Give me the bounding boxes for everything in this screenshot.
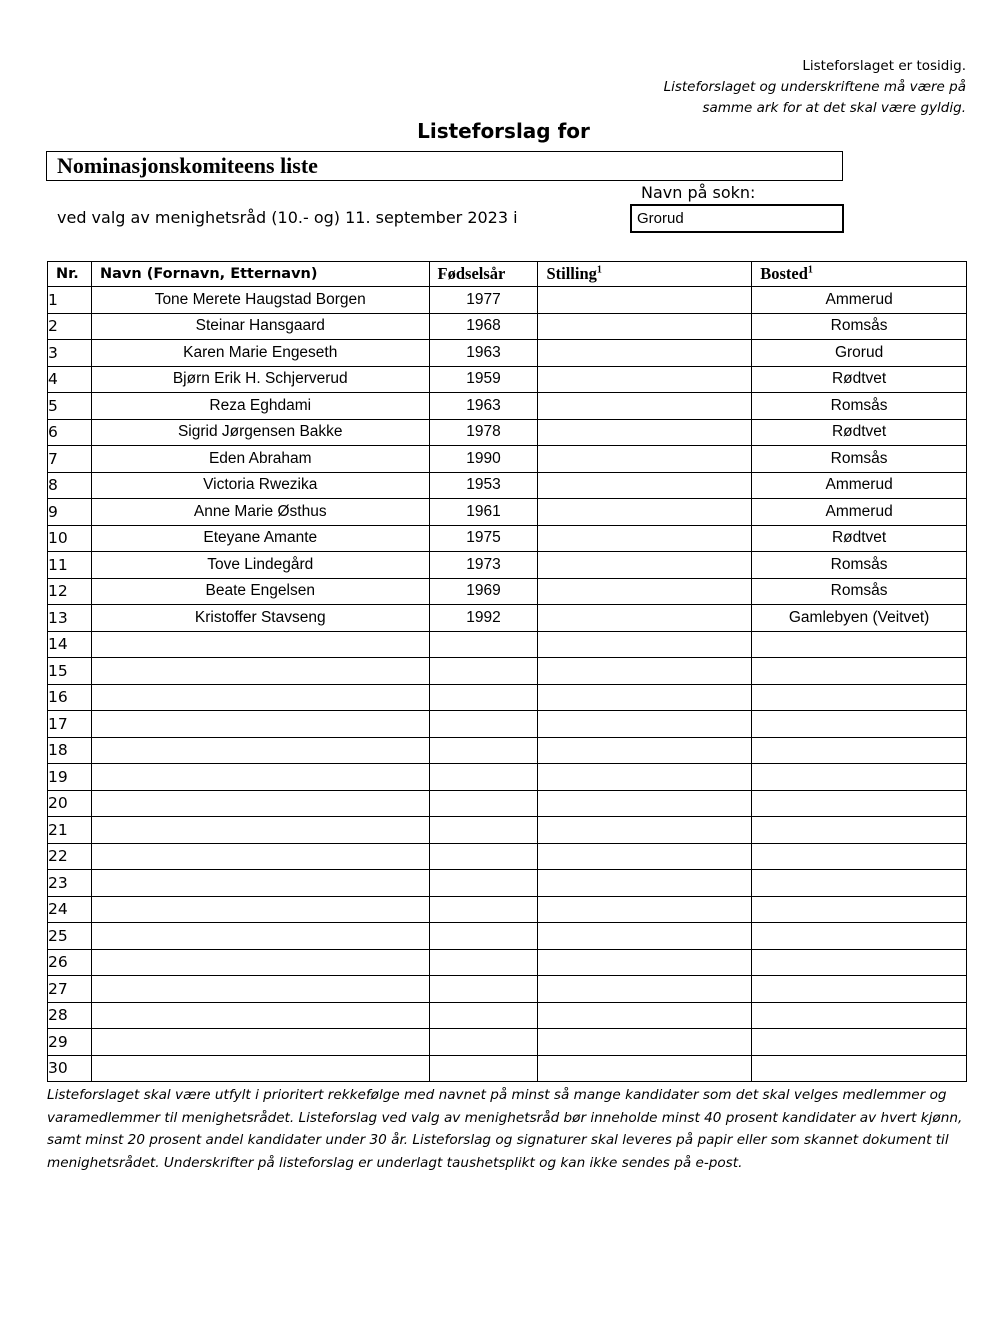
footnote-mark: 1 [807, 264, 813, 276]
cell-nr[interactable]: 17 [48, 711, 92, 738]
table-row [48, 287, 967, 314]
cell-nr[interactable]: 19 [48, 764, 92, 791]
cell-birth-year[interactable] [429, 1002, 538, 1029]
cell-residence[interactable] [752, 790, 967, 817]
cell-birth-year[interactable]: 1992 [429, 605, 538, 632]
cell-nr[interactable]: 28 [48, 1002, 92, 1029]
cell-name[interactable]: Bjørn Erik H. Schjerverud [91, 366, 429, 393]
cell-occupation[interactable] [538, 631, 752, 658]
cell-residence[interactable] [752, 896, 967, 923]
cell-residence[interactable]: Romsås [752, 313, 967, 340]
validity-note-line: samme ark for at det skal være gyldig. [702, 100, 966, 116]
cell-residence[interactable] [752, 684, 967, 711]
cell-nr[interactable]: 11 [48, 552, 92, 579]
cell-residence[interactable]: Gamlebyen (Veitvet) [752, 605, 967, 632]
validity-note-line: Listeforslaget og underskriftene må være på [663, 79, 966, 95]
cell-nr[interactable]: 14 [48, 631, 92, 658]
header-birth-year: Fødselsår [429, 262, 538, 287]
table-row [48, 393, 967, 420]
table-row [48, 631, 967, 658]
cell-nr[interactable]: 4 [48, 366, 92, 393]
table-row [48, 949, 967, 976]
cell-occupation[interactable] [538, 605, 752, 632]
table-row [48, 499, 967, 526]
table-row [48, 605, 967, 632]
cell-birth-year[interactable]: 1963 [429, 393, 538, 420]
cell-name[interactable] [91, 684, 429, 711]
cell-residence[interactable]: Rødtvet [752, 419, 967, 446]
table-row [48, 790, 967, 817]
cell-nr[interactable]: 10 [48, 525, 92, 552]
cell-occupation[interactable] [538, 1029, 752, 1056]
cell-occupation[interactable] [538, 552, 752, 579]
cell-occupation[interactable] [538, 737, 752, 764]
cell-name[interactable] [91, 949, 429, 976]
table-row [48, 737, 967, 764]
cell-residence[interactable]: Romsås [752, 446, 967, 473]
cell-occupation[interactable] [538, 817, 752, 844]
cell-residence[interactable] [752, 1029, 967, 1056]
cell-residence[interactable] [752, 843, 967, 870]
cell-name[interactable] [91, 631, 429, 658]
cell-occupation[interactable] [538, 764, 752, 791]
cell-birth-year[interactable] [429, 976, 538, 1003]
cell-name[interactable] [91, 737, 429, 764]
election-description: ved valg av menighetsråd (10.- og) 11. september 2023 i [57, 208, 518, 227]
table-row [48, 313, 967, 340]
cell-name[interactable] [91, 790, 429, 817]
cell-birth-year[interactable]: 1963 [429, 340, 538, 367]
cell-nr[interactable]: 23 [48, 870, 92, 897]
header-occupation [538, 262, 752, 287]
cell-name[interactable]: Eden Abraham [91, 446, 429, 473]
cell-name[interactable]: Tone Merete Haugstad Borgen [91, 287, 429, 314]
cell-occupation[interactable] [538, 870, 752, 897]
cell-birth-year[interactable]: 1953 [429, 472, 538, 499]
cell-name[interactable] [91, 764, 429, 791]
cell-occupation[interactable] [538, 684, 752, 711]
cell-occupation[interactable] [538, 472, 752, 499]
cell-occupation[interactable] [538, 1055, 752, 1082]
cell-occupation[interactable] [538, 419, 752, 446]
cell-nr[interactable]: 30 [48, 1055, 92, 1082]
cell-residence[interactable] [752, 976, 967, 1003]
table-row [48, 1055, 967, 1082]
cell-birth-year[interactable] [429, 949, 538, 976]
table-header-row [48, 262, 967, 287]
cell-name[interactable] [91, 923, 429, 950]
header-residence-label: Bosted [760, 264, 808, 283]
list-name-field[interactable] [46, 151, 843, 181]
page-title: Listeforslag for [417, 119, 590, 143]
cell-birth-year[interactable] [429, 764, 538, 791]
cell-birth-year[interactable] [429, 896, 538, 923]
cell-name[interactable]: Sigrid Jørgensen Bakke [91, 419, 429, 446]
instructions-note: Listeforslaget skal være utfylt i prioritert rekkefølge med navnet på minst så mange kandidater som det skal velges medlemmer og varamedlemmer til menighetsrådet. Listeforslag ved valg av menighetsråd bør inneholde minst 40 prosent kandidater av hvert kjønn, samt minst 20 prosent andel kandidater under 30 år. Listeforslag og signaturer skal leveres på papir eller som skannet dokument til menighetsrådet. Underskrifter på listeforslag er underlagt taushetsplikt og kan ikke sendes på e-post. [47, 1087, 963, 1171]
cell-birth-year[interactable]: 1975 [429, 525, 538, 552]
cell-nr[interactable]: 9 [48, 499, 92, 526]
list-name-value: Nominasjonskomiteens liste [57, 153, 318, 178]
cell-name[interactable] [91, 1055, 429, 1082]
double-sided-note [664, 56, 966, 119]
cell-name[interactable] [91, 1002, 429, 1029]
cell-birth-year[interactable] [429, 684, 538, 711]
cell-residence[interactable] [752, 711, 967, 738]
cell-name[interactable]: Kristoffer Stavseng [91, 605, 429, 632]
cell-residence[interactable] [752, 631, 967, 658]
table-row [48, 578, 967, 605]
table-row [48, 684, 967, 711]
cell-birth-year[interactable] [429, 843, 538, 870]
cell-birth-year[interactable] [429, 817, 538, 844]
cell-occupation[interactable] [538, 499, 752, 526]
cell-nr[interactable]: 13 [48, 605, 92, 632]
cell-residence[interactable] [752, 949, 967, 976]
cell-residence[interactable] [752, 1002, 967, 1029]
cell-name[interactable] [91, 658, 429, 685]
cell-name[interactable]: Anne Marie Østhus [91, 499, 429, 526]
cell-occupation[interactable] [538, 923, 752, 950]
cell-residence[interactable] [752, 658, 967, 685]
table-row [48, 976, 967, 1003]
table-row [48, 923, 967, 950]
cell-nr[interactable]: 3 [48, 340, 92, 367]
candidate-table [47, 261, 967, 1082]
cell-nr[interactable]: 7 [48, 446, 92, 473]
table-row [48, 472, 967, 499]
parish-label: Navn på sokn: [641, 183, 756, 202]
cell-residence[interactable] [752, 737, 967, 764]
cell-occupation[interactable] [538, 446, 752, 473]
table-row [48, 1002, 967, 1029]
table-row [48, 711, 967, 738]
cell-birth-year[interactable] [429, 870, 538, 897]
cell-nr[interactable]: 20 [48, 790, 92, 817]
cell-birth-year[interactable]: 1977 [429, 287, 538, 314]
cell-name[interactable] [91, 870, 429, 897]
cell-occupation[interactable] [538, 896, 752, 923]
cell-residence[interactable]: Romsås [752, 552, 967, 579]
cell-nr[interactable]: 22 [48, 843, 92, 870]
cell-name[interactable]: Victoria Rwezika [91, 472, 429, 499]
cell-nr[interactable]: 18 [48, 737, 92, 764]
cell-residence[interactable]: Ammerud [752, 472, 967, 499]
cell-birth-year[interactable] [429, 1055, 538, 1082]
cell-name[interactable]: Steinar Hansgaard [91, 313, 429, 340]
cell-birth-year[interactable]: 1990 [429, 446, 538, 473]
cell-name[interactable] [91, 817, 429, 844]
cell-nr[interactable]: 12 [48, 578, 92, 605]
cell-nr[interactable]: 1 [48, 287, 92, 314]
cell-name[interactable]: Reza Eghdami [91, 393, 429, 420]
cell-birth-year[interactable] [429, 737, 538, 764]
cell-nr[interactable]: 2 [48, 313, 92, 340]
cell-occupation[interactable] [538, 843, 752, 870]
table-row [48, 870, 967, 897]
header-name: Navn (Fornavn, Etternavn) [91, 262, 429, 287]
cell-residence[interactable]: Ammerud [752, 499, 967, 526]
cell-name[interactable]: Beate Engelsen [91, 578, 429, 605]
cell-birth-year[interactable]: 1978 [429, 419, 538, 446]
cell-occupation[interactable] [538, 578, 752, 605]
cell-residence[interactable] [752, 870, 967, 897]
table-row [48, 340, 967, 367]
cell-name[interactable]: Karen Marie Engeseth [91, 340, 429, 367]
cell-occupation[interactable] [538, 658, 752, 685]
cell-nr[interactable]: 8 [48, 472, 92, 499]
cell-occupation[interactable] [538, 949, 752, 976]
cell-nr[interactable]: 15 [48, 658, 92, 685]
cell-birth-year[interactable]: 1968 [429, 313, 538, 340]
table-row [48, 1029, 967, 1056]
cell-residence[interactable]: Grorud [752, 340, 967, 367]
cell-birth-year[interactable] [429, 711, 538, 738]
cell-residence[interactable]: Rødtvet [752, 525, 967, 552]
footnote-mark: 1 [596, 264, 602, 276]
cell-name[interactable]: Tove Lindegård [91, 552, 429, 579]
cell-nr[interactable]: 6 [48, 419, 92, 446]
cell-birth-year[interactable]: 1969 [429, 578, 538, 605]
cell-residence[interactable]: Romsås [752, 393, 967, 420]
cell-nr[interactable]: 29 [48, 1029, 92, 1056]
cell-residence[interactable]: Romsås [752, 578, 967, 605]
table-row [48, 366, 967, 393]
cell-residence[interactable] [752, 1055, 967, 1082]
table-row [48, 419, 967, 446]
cell-birth-year[interactable]: 1959 [429, 366, 538, 393]
table-row [48, 446, 967, 473]
cell-occupation[interactable] [538, 340, 752, 367]
parish-field[interactable] [630, 204, 844, 233]
table-row [48, 525, 967, 552]
cell-birth-year[interactable] [429, 658, 538, 685]
double-sided-note-line: Listeforslaget er tosidig. [802, 58, 966, 74]
cell-occupation[interactable] [538, 313, 752, 340]
cell-nr[interactable]: 25 [48, 923, 92, 950]
table-row [48, 764, 967, 791]
cell-nr[interactable]: 16 [48, 684, 92, 711]
cell-residence[interactable] [752, 817, 967, 844]
cell-residence[interactable]: Rødtvet [752, 366, 967, 393]
parish-value: Grorud [637, 210, 684, 227]
table-row [48, 843, 967, 870]
table-row [48, 658, 967, 685]
cell-occupation[interactable] [538, 366, 752, 393]
cell-occupation[interactable] [538, 976, 752, 1003]
cell-birth-year[interactable] [429, 790, 538, 817]
cell-birth-year[interactable] [429, 631, 538, 658]
cell-name[interactable] [91, 711, 429, 738]
cell-residence[interactable] [752, 923, 967, 950]
table-row [48, 817, 967, 844]
cell-name[interactable] [91, 896, 429, 923]
cell-nr[interactable]: 27 [48, 976, 92, 1003]
cell-birth-year[interactable] [429, 1029, 538, 1056]
cell-residence[interactable] [752, 764, 967, 791]
cell-residence[interactable]: Ammerud [752, 287, 967, 314]
cell-occupation[interactable] [538, 287, 752, 314]
cell-occupation[interactable] [538, 711, 752, 738]
cell-occupation[interactable] [538, 1002, 752, 1029]
cell-name[interactable]: Eteyane Amante [91, 525, 429, 552]
cell-nr[interactable]: 5 [48, 393, 92, 420]
cell-name[interactable] [91, 1029, 429, 1056]
cell-name[interactable] [91, 976, 429, 1003]
cell-name[interactable] [91, 843, 429, 870]
table-row [48, 552, 967, 579]
cell-nr[interactable]: 26 [48, 949, 92, 976]
table-row [48, 896, 967, 923]
cell-nr[interactable]: 21 [48, 817, 92, 844]
cell-occupation[interactable] [538, 393, 752, 420]
cell-birth-year[interactable] [429, 923, 538, 950]
header-nr: Nr. [48, 262, 92, 287]
header-residence [752, 262, 967, 287]
cell-occupation[interactable] [538, 525, 752, 552]
cell-nr[interactable]: 24 [48, 896, 92, 923]
cell-occupation[interactable] [538, 790, 752, 817]
cell-birth-year[interactable]: 1973 [429, 552, 538, 579]
header-occupation-label: Stilling [546, 264, 597, 283]
cell-birth-year[interactable]: 1961 [429, 499, 538, 526]
